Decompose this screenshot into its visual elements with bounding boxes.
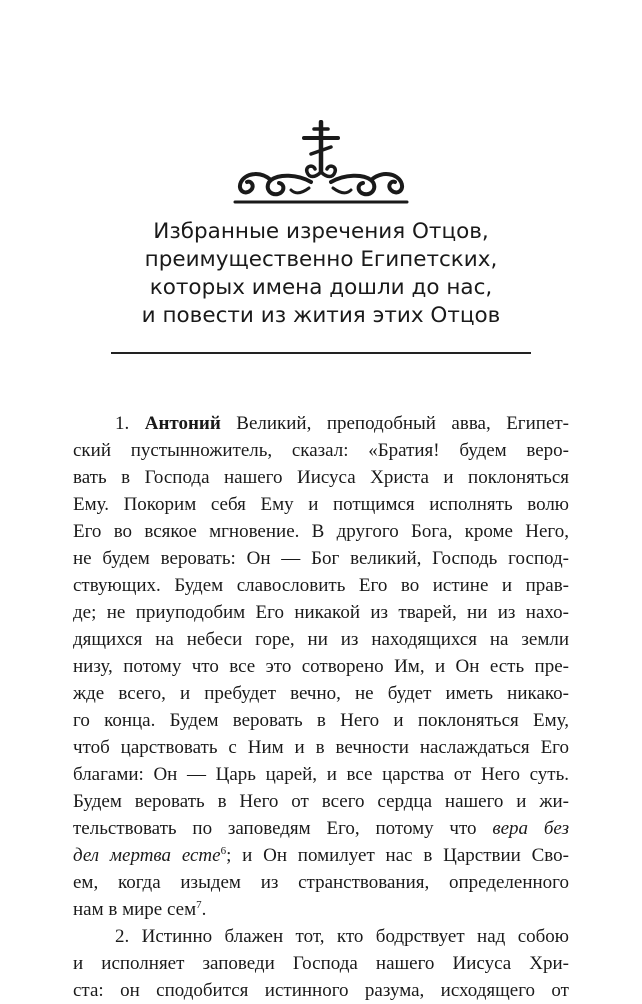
scripture-quote: вера без: [492, 818, 569, 839]
paragraph-1-line: ский пустынножитель, сказал: «Братия! будем веро-: [73, 440, 569, 461]
heading-line: преимущественно Египетских,: [144, 247, 498, 272]
paragraph-1-line: ем, когда изыдем из странствования, определенного: [73, 872, 569, 893]
paragraph-1-line: жде всего, и пребудет вечно, не будет иметь никако-: [73, 683, 569, 704]
paragraph-1-line: благами: Он — Царь царей, и все царства от Него суть.: [73, 764, 569, 785]
saying-number: 1.: [115, 413, 130, 434]
scripture-quote: дел мертва есте: [73, 845, 221, 866]
paragraph-1-line: нам в мире сем$^7$.: [73, 899, 207, 920]
footnote-ref[interactable]: 7: [196, 899, 202, 911]
paragraph-1-line: вать в Господа нашего Иисуса Христа и поклоняться: [73, 467, 569, 488]
heading-line: Избранные изречения Отцов,: [153, 219, 489, 244]
paragraph-1-line: дящихся на небеси горе, ни из находящихся на земли: [73, 629, 569, 650]
paragraph-1-line: де; не приуподобим Его никакой из тварей, ни из нахо-: [73, 602, 569, 623]
paragraph-1-line: Его во всякое мгновение. В другого Бога, кроме Него,: [73, 521, 569, 542]
paragraph-1-line: ствующих. Будем славословить Его во истине и прав-: [73, 575, 569, 596]
chapter-heading: [108, 218, 534, 330]
paragraph-1-line: чтоб царствовать с Ним и в вечности наслаждаться Его: [73, 737, 569, 758]
heading-divider: [111, 352, 531, 354]
heading-line: и повести из жития этих Отцов: [141, 303, 501, 328]
paragraph-1-line: го конца. Будем веровать в Него и поклоняться Ему,: [73, 710, 569, 731]
father-name: Антоний: [144, 413, 221, 434]
paragraph-2-line: 2. Истинно блажен тот, кто бодрствует над собою: [115, 926, 569, 947]
paragraph-2-line: и исполняет заповеди Господа нашего Иисуса Хри-: [73, 953, 569, 974]
paragraph-1-line: Ему. Покорим себя Ему и потщимся исполнять волю: [73, 494, 569, 515]
paragraph-1-line: низу, потому что все это сотворено Им, и Он есть пре-: [73, 656, 569, 677]
heading-line: которых имена дошли до нас,: [149, 275, 493, 300]
footnote-ref[interactable]: 6: [220, 845, 227, 857]
paragraph-1-line: дел мертва есте$^6$; и Он помилует нас в Царствии Сво-: [73, 845, 569, 866]
paragraph-2-line: ста: он сподобится истинного разума, исходящего от: [73, 980, 569, 1001]
orthodox-cross-ornament: [231, 120, 411, 210]
paragraph-1-line: не будем веровать: Он — Бог великий, Господь господ-: [73, 548, 569, 569]
paragraph-1-line: Будем веровать в Него от всего сердца нашего и жи-: [73, 791, 569, 812]
body-text: [73, 410, 569, 1004]
paragraph-1-line: тельствовать по заповедям Его, потому что вера без: [73, 818, 569, 839]
paragraph-1-line: 1. Антоний Великий, преподобный авва, Египет-: [115, 413, 569, 434]
